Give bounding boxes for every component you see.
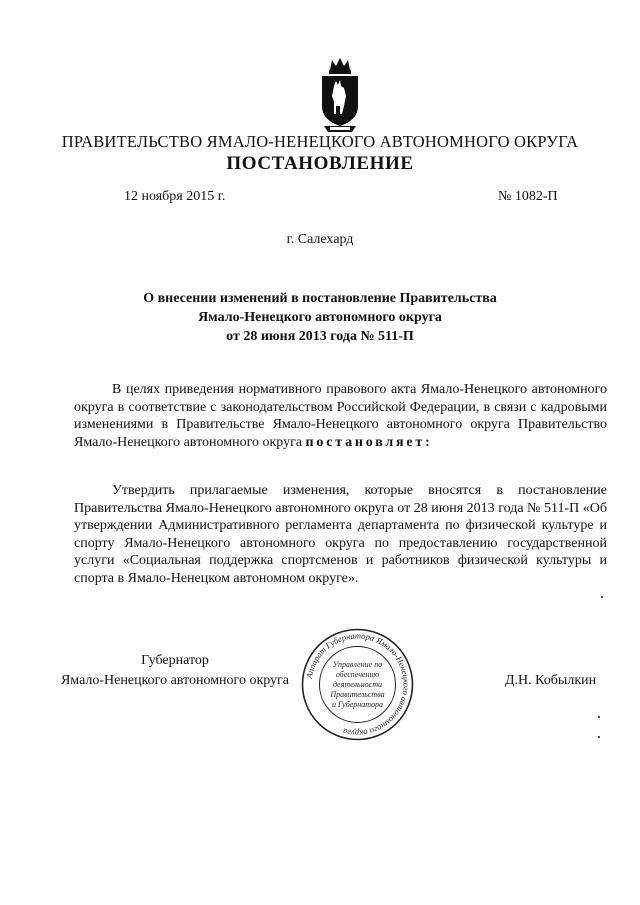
stamp-inner-line-1: Управление по <box>332 660 383 669</box>
document-number: № 1082-П <box>498 189 558 204</box>
scan-mark <box>601 596 603 598</box>
stamp-inner-line-4: Правительства <box>330 690 385 699</box>
signatory-name: Д.Н. Кобылкин <box>505 673 597 688</box>
document-subject <box>90 289 550 346</box>
document-city: г. Салехард <box>286 232 354 247</box>
body-paragraph-1-text: В целях приведения нормативного правового акта Ямало-Ненецкого автономного округа в соответствие с законодательством Российской Федерации, в связи с кадровыми изменениями в Правительстве Ямало-Ненецкого автономного округа Правительство Ямало-Ненецкого автономного округа <box>74 382 607 450</box>
subject-line-2: Ямало-Ненецкого автономного округа <box>198 310 442 325</box>
subject-line-3: от 28 июня 2013 года № 511-П <box>226 329 414 344</box>
resolves-word: постановляет: <box>305 434 433 450</box>
stamp-inner-line-2: обеспечению <box>335 670 380 679</box>
signatory-role <box>60 651 290 691</box>
stamp-inner-line-5: и Губернатора <box>331 700 384 709</box>
coat-of-arms-emblem <box>318 56 362 134</box>
official-stamp <box>300 627 415 742</box>
stamp-inner-line-3: деятельности <box>333 680 382 689</box>
stamp-outer-text: Аппарат Губернатора Ямало-Ненецкого автономного округа <box>303 630 412 739</box>
government-name: ПРАВИТЕЛЬСТВО ЯМАЛО-НЕНЕЦКОГО АВТОНОМНОГО ОКРУГА <box>61 132 579 151</box>
body-paragraph-2 <box>74 482 607 587</box>
body-paragraph-2-text: Утвердить прилагаемые изменения, которые вносятся в постановление Правительства Ямало-Ненецкого автономного округа от 28 июня 2013 года № 511-П «Об утверждении Административного регламента департамента по физической культуре и спорту Ямало-Ненецкого автономного округа по предоставлению государственной услуги «Социальная поддержка спортсменов и работников физической культуры и спорта в Ямало-Ненецком автономном округе». <box>74 483 607 586</box>
subject-line-1: О внесении изменений в постановление Правительства <box>143 291 497 306</box>
signatory-role-line-2: Ямало-Ненецкого автономного округа <box>60 673 290 688</box>
scan-mark <box>598 736 600 738</box>
signatory-role-line-1: Губернатор <box>141 653 209 668</box>
document-date: 12 ноября 2015 г. <box>124 189 226 204</box>
scan-mark <box>598 716 600 718</box>
body-paragraph-1 <box>74 381 607 451</box>
document-type-title: ПОСТАНОВЛЕНИЕ <box>226 153 414 174</box>
